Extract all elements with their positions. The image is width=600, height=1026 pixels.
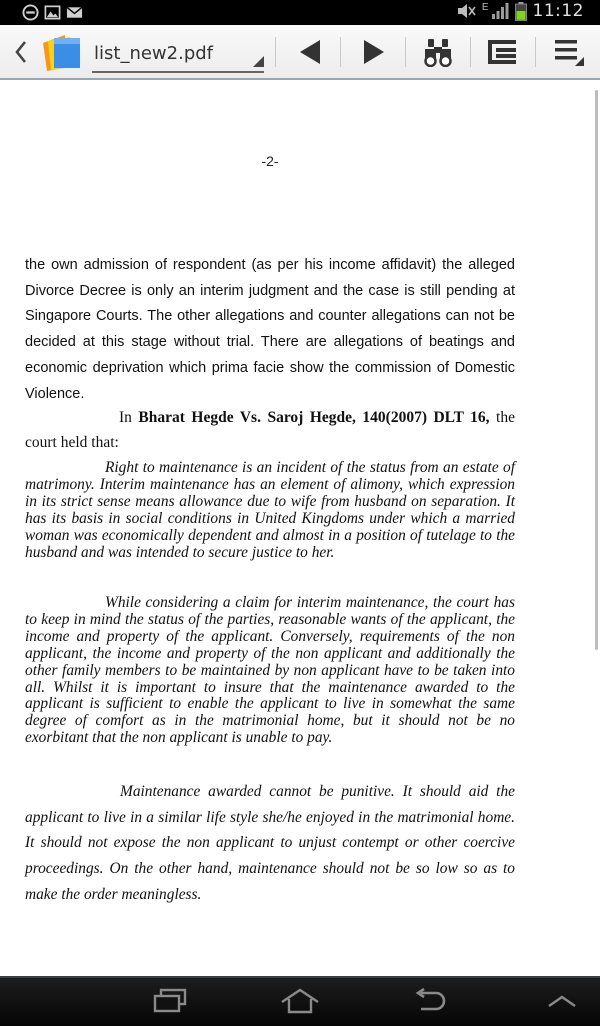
outline-icon: [487, 39, 517, 65]
search-button[interactable]: [416, 25, 460, 78]
app-logo[interactable]: [38, 25, 86, 78]
binoculars-search-icon: [422, 37, 454, 67]
home-icon: [279, 988, 321, 1014]
file-name-dropdown[interactable]: [92, 35, 264, 73]
page-number: -2-: [261, 153, 279, 169]
stop-icon: [22, 4, 39, 21]
case-intro: [25, 405, 515, 455]
previous-page-icon: [298, 38, 322, 66]
next-page-button[interactable]: [352, 25, 396, 78]
quote-3-text: Maintenance awarded cannot be punitive. It should aid the applicant to live in a similar life style she/he enjoyed in the matrimonial home. It should not expose the non applicant to unjust contempt or other coercive proceedings. On the other hand, maintenance should not be so low so as to make the order meaningless.: [25, 783, 515, 903]
quote-paragraph-1: [25, 460, 515, 561]
outline-button[interactable]: [480, 25, 524, 78]
scrollbar[interactable]: [595, 90, 598, 650]
quote-2-text: While considering a claim for interim maintenance, the court has to keep in mind the status of the parties, reasonable wants of the applicant, the income and property of the applicant. Conversely, requirements of the non applicant, the income and property of the non applicant and additionally the other family members to be maintained by non applicant have to be taken into all. Whilst it is important to insure that the maintenance awarded to the applicant is sufficient to enable the applicant to live in somewhat the same degree of comfort as in the matrimonial home, but it should not be no exorbitant that the non applicant is unable to pay.: [25, 594, 515, 747]
back-nav-button[interactable]: [408, 984, 452, 1018]
quote-1-text: Right to maintenance is an incident of the status from an estate of matrimony. Interim maintenance has an element of alimony, which expression in its strict sense means allowance due to wife from husband on separation. It has its basis in social conditions in United Kingdoms under which a married woman was economically dependent and almost in a position of tutelage to the husband and was intended to secure justice to her.: [25, 459, 515, 561]
expand-button[interactable]: [540, 984, 584, 1018]
recent-apps-icon: [152, 988, 188, 1014]
file-name: list_new2.pdf: [94, 43, 214, 64]
network-type-label: E: [481, 1, 489, 13]
previous-page-button[interactable]: [288, 25, 332, 78]
clock: 11:12: [532, 1, 584, 21]
toolbar-divider: [275, 37, 276, 67]
toolbar: [0, 25, 600, 80]
mail-icon: [66, 4, 83, 21]
toolbar-divider: [340, 37, 341, 67]
pdf-page[interactable]: [0, 80, 600, 976]
back-chevron-icon: [13, 39, 29, 65]
navigation-bar: [0, 976, 600, 1026]
toolbar-divider: [405, 37, 406, 67]
recent-apps-button[interactable]: [148, 984, 192, 1018]
signal-icon: [491, 2, 509, 20]
quote-paragraph-3: [25, 779, 515, 908]
status-bar: [0, 0, 600, 25]
next-page-icon: [362, 38, 386, 66]
intro-prefix: In: [119, 409, 139, 426]
body-paragraph: the own admission of respondent (as per his income affidavit) the alleged Divorce Decree is only an interim judgment and the case is still pending at Singapore Courts. The other allegations and counter allegations can not be decided at this stage without trial. There are allegations of beatings and economic deprivation which prima facie show the commission of Domestic Violence.: [25, 257, 515, 402]
toolbar-divider: [535, 37, 536, 67]
dropdown-arrow-icon: [253, 56, 264, 67]
mute-icon: [456, 3, 476, 19]
gallery-icon: [44, 4, 61, 21]
battery-icon: [515, 2, 527, 21]
menu-icon: [551, 37, 585, 67]
menu-button[interactable]: [548, 25, 588, 78]
case-citation: Bharat Hegde Vs. Saroj Hegde, 140(2007) DLT 16,: [138, 409, 490, 426]
quote-paragraph-2: [25, 595, 515, 747]
intro-suffix: the court held that:: [25, 409, 515, 451]
back-icon: [412, 988, 448, 1014]
home-button[interactable]: [278, 984, 322, 1018]
toolbar-divider: [470, 37, 471, 67]
back-button[interactable]: [8, 25, 34, 78]
app-logo-icon: [39, 31, 85, 73]
chevron-up-icon: [546, 991, 578, 1011]
